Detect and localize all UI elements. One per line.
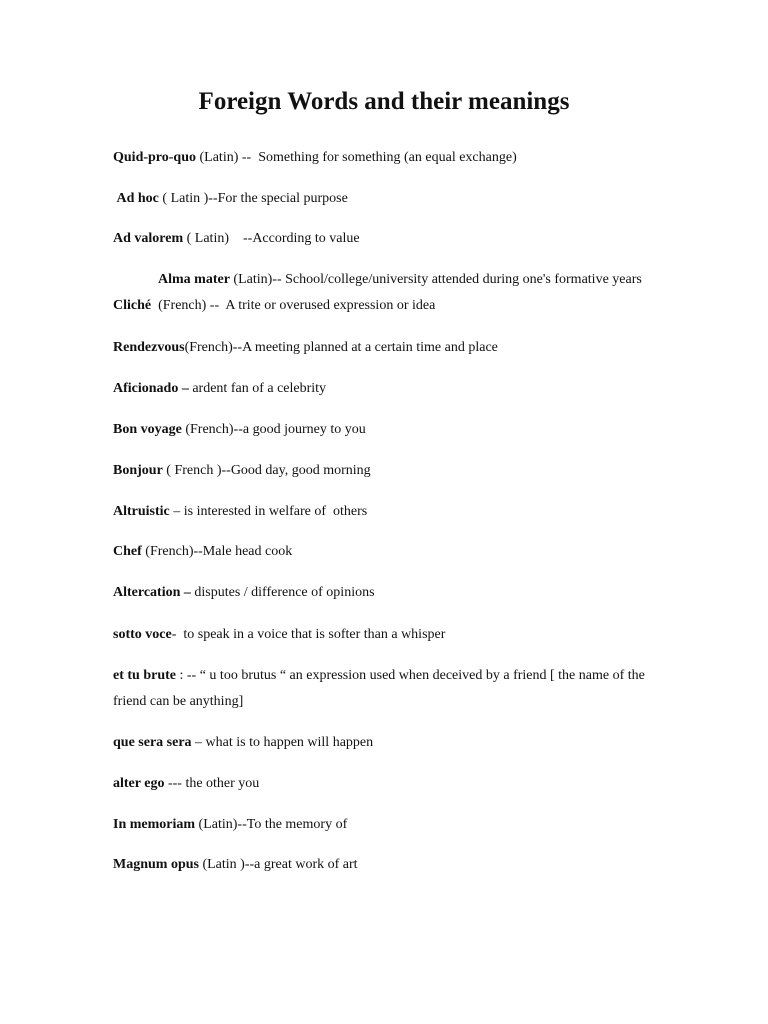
entry-term: Ad valorem bbox=[113, 231, 184, 246]
entry-quid-pro-quo bbox=[113, 145, 673, 171]
entry-definition: (French)--A meeting planned at a certain time and place bbox=[184, 340, 498, 355]
entry-term: In memoriam bbox=[113, 817, 196, 832]
entry-alma-mater-cliche bbox=[113, 267, 673, 319]
entry-definition: ardent fan of a celebrity bbox=[188, 381, 327, 396]
entry-term: Altruistic bbox=[113, 504, 170, 519]
entry-definition: (French)--Male head cook bbox=[141, 544, 293, 559]
entry-definition: : -- “ u too brutus “ an expression used when deceived by a friend [ the name of the friend can be anything] bbox=[113, 668, 649, 709]
entry-bonjour bbox=[113, 458, 673, 484]
entry-in-memoriam bbox=[113, 812, 673, 838]
entry-rendezvous bbox=[113, 335, 673, 361]
entry-definition: – is interested in welfare of others bbox=[169, 504, 368, 519]
entry-et-tu-brute bbox=[113, 663, 673, 715]
entry-alter-ego bbox=[113, 771, 673, 797]
entry-term: Magnum opus bbox=[113, 857, 199, 872]
entry-term: Ad hoc bbox=[116, 191, 159, 206]
entry-term: Bon voyage bbox=[113, 422, 182, 437]
entry-term: Aficionado – bbox=[113, 381, 189, 396]
entry-definition: (Latin)--To the memory of bbox=[195, 817, 348, 832]
entry-term: Bonjour bbox=[113, 463, 163, 478]
entry-que-sera-sera bbox=[113, 730, 673, 756]
entry-altruistic bbox=[113, 499, 673, 525]
entry-term: Alma mater bbox=[158, 272, 230, 287]
entry-definition: (Latin) -- Something for something (an equal exchange) bbox=[196, 150, 517, 165]
entry-altercation bbox=[113, 580, 673, 606]
entry-term: Rendezvous bbox=[113, 340, 185, 355]
entry-definition: ( French )--Good day, good morning bbox=[162, 463, 371, 478]
entry-definition: (Latin)-- School/college/university attended during one's formative years bbox=[229, 272, 646, 287]
entry-definition: --- the other you bbox=[164, 776, 260, 791]
entry-term: que sera sera bbox=[113, 735, 192, 750]
entry-term: Quid-pro-quo bbox=[113, 150, 196, 165]
entry-definition: (French) -- A trite or overused expression or idea bbox=[151, 298, 436, 313]
entry-definition: – what is to happen will happen bbox=[191, 735, 374, 750]
entry-term: alter ego bbox=[113, 776, 165, 791]
entry-definition: (French)--a good journey to you bbox=[181, 422, 366, 437]
entry-definition: (Latin )--a great work of art bbox=[198, 857, 358, 872]
entry-sotto-voce bbox=[113, 622, 673, 648]
entry-chef bbox=[113, 539, 673, 565]
entry-term: Chef bbox=[113, 544, 142, 559]
entry-magnum-opus bbox=[113, 852, 673, 878]
entry-term: et tu brute bbox=[113, 668, 176, 683]
entry-term: Altercation – bbox=[113, 585, 191, 600]
entry-ad-hoc bbox=[113, 186, 673, 212]
entry-bon-voyage bbox=[113, 417, 673, 443]
entry-ad-valorem bbox=[113, 226, 673, 252]
entry-definition: ( Latin) --According to value bbox=[183, 231, 360, 246]
entry-definition: ( Latin )--For the special purpose bbox=[158, 191, 348, 206]
entry-term: Cliché bbox=[113, 298, 152, 313]
entry-definition: disputes / difference of opinions bbox=[190, 585, 375, 600]
entry-definition: - to speak in a voice that is softer than a whisper bbox=[171, 627, 446, 642]
entry-term: sotto voce bbox=[113, 627, 172, 642]
entry-aficionado bbox=[113, 376, 673, 402]
page-title: Foreign Words and their meanings bbox=[198, 88, 570, 115]
